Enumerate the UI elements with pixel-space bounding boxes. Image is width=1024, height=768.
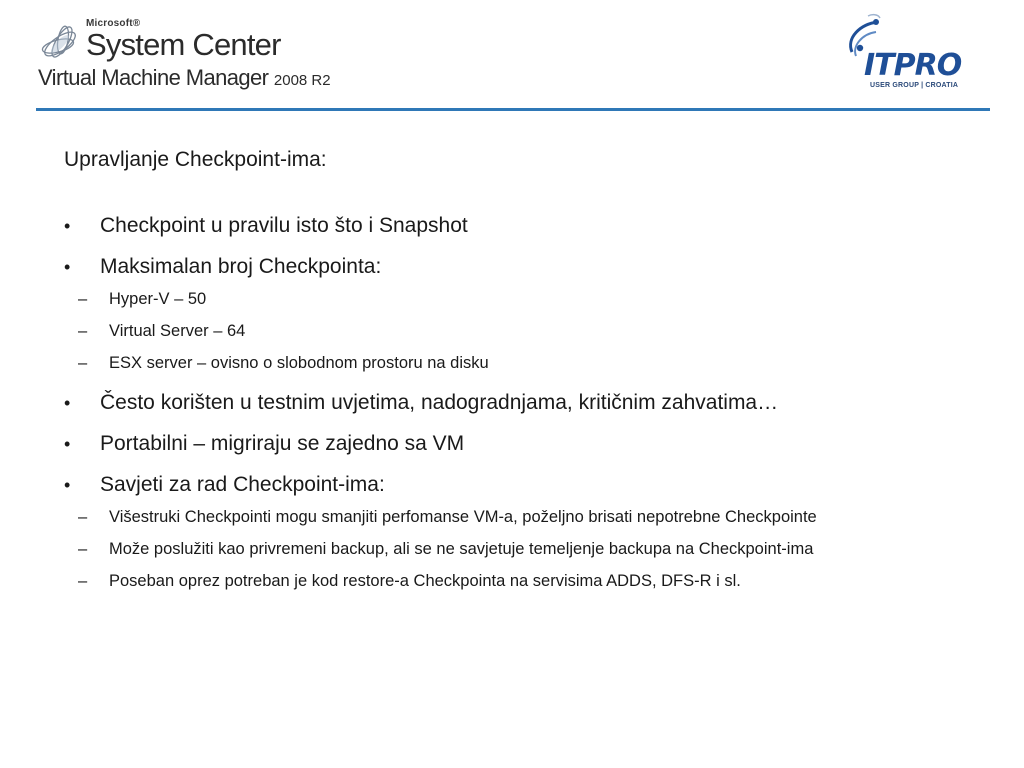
bullet-glyph: • <box>64 434 71 454</box>
vmm-label <box>38 66 331 93</box>
sub-bullet-item <box>64 569 909 594</box>
itpro-logo <box>842 12 990 96</box>
bullet-glyph: • <box>64 393 71 413</box>
system-center-label: System Center <box>86 27 281 62</box>
bullet-text: Savjeti za rad Checkpoint-ima: <box>100 473 385 496</box>
itpro-emblem-icon <box>842 12 990 82</box>
bullet-item <box>64 389 984 417</box>
bullet-text: Checkpoint u pravilu isto što i Snapshot <box>100 214 468 237</box>
sub-bullet-text: Hyper-V – 50 <box>109 290 207 308</box>
bullet-item <box>64 471 984 594</box>
microsoft-label: Microsoft® <box>86 18 141 29</box>
sub-bullet-item <box>64 351 909 376</box>
sub-bullet-item <box>64 319 909 344</box>
slide-title: Upravljanje Checkpoint-ima: <box>64 148 327 171</box>
bullet-text: Maksimalan broj Checkpointa: <box>100 255 382 278</box>
system-center-logo <box>38 18 398 96</box>
bullet-glyph: • <box>64 257 71 277</box>
header-divider <box>36 108 990 111</box>
system-center-flower-icon <box>38 20 88 66</box>
sub-bullet-text: Može poslužiti kao privremeni backup, ali se ne savjetuje temeljenje backupa na Checkpoint-ima <box>109 540 814 558</box>
dash-glyph: – <box>78 354 88 372</box>
bullet-list <box>64 212 984 594</box>
sub-bullet-text: Virtual Server – 64 <box>109 322 246 340</box>
sub-bullet-text: ESX server – ovisno o slobodnom prostoru na disku <box>109 354 489 372</box>
dash-glyph: – <box>78 572 88 590</box>
sub-bullet-list <box>64 505 984 594</box>
dash-glyph: – <box>78 540 88 558</box>
dash-glyph: – <box>78 508 88 526</box>
sub-bullet-list <box>64 287 984 376</box>
bullet-glyph: • <box>64 475 71 495</box>
sub-bullet-item <box>64 287 909 312</box>
bullet-text: Portabilni – migriraju se zajedno sa VM <box>100 432 465 455</box>
bullet-item <box>64 430 984 458</box>
dash-glyph: – <box>78 290 88 308</box>
sub-bullet-item <box>64 537 909 562</box>
sub-bullet-text: Poseban oprez potreban je kod restore-a Checkpointa na servisima ADDS, DFS-R i sl. <box>109 572 741 590</box>
sub-bullet-text: Višestruki Checkpointi mogu smanjiti perfomanse VM-a, poželjno brisati nepotrebne Checkpointe <box>109 508 817 526</box>
bullet-item <box>64 212 984 240</box>
itpro-tagline: USER GROUP | CROATIA <box>870 82 959 89</box>
sub-bullet-item <box>64 505 909 530</box>
vmm-subtitle: Virtual Machine Manager <box>38 65 269 90</box>
slide-content <box>64 212 984 607</box>
bullet-item <box>64 253 984 376</box>
bullet-text: Često korišten u testnim uvjetima, nadogradnjama, kritičnim zahvatima… <box>100 391 779 414</box>
vmm-version: 2008 R2 <box>273 72 331 89</box>
dash-glyph: – <box>78 322 88 340</box>
bullet-glyph: • <box>64 216 71 236</box>
itpro-wordmark: ITPRO <box>864 48 962 82</box>
